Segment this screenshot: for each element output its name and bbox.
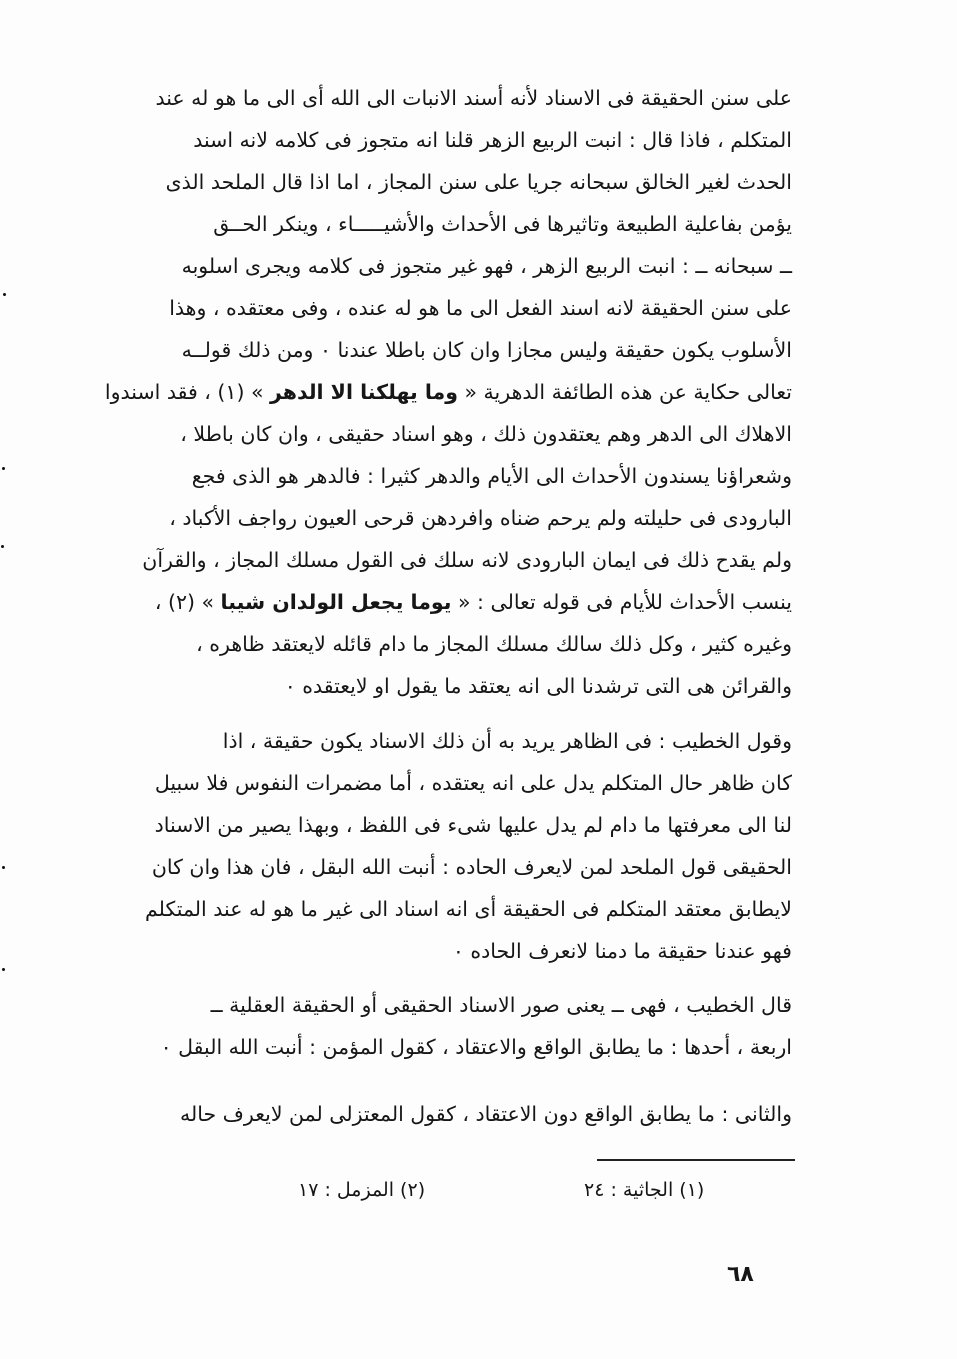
scan-speck (2, 467, 5, 470)
text-line: على سنن الحقيقة لانه اسند الفعل الى ما هو له عنده ، وفى معتقده ، وهذا (169, 296, 792, 320)
text-fragment: » (٢) ، (154, 590, 221, 614)
paragraph-1 (104, 77, 792, 707)
scan-speck (3, 293, 6, 296)
paragraph-4 (118, 1093, 792, 1135)
scan-speck (2, 968, 5, 971)
text-line: والثانى : ما يطابق الواقع دون الاعتقاد ، كقول المعتزلى لمن لايعرف حاله (180, 1102, 792, 1126)
text-line: فهو عندنا حقيقة ما دمنا لانعرف الحاده ٠ (452, 939, 792, 963)
text-line: البارودى فى حليلته ولم يرحم ضناه وافردهن قرحى العيون رواجف الأكباد ، (169, 506, 792, 530)
text-line: الأسلوب يكون حقيقة وليس مجازا وان كان باطلا عندنا ٠ ومن ذلك قولــه (181, 338, 792, 362)
text-line: والقرائن هى التى ترشدنا الى انه يعتقد ما يقول او لايعتقده ٠ (284, 674, 792, 698)
text-line: الحقيقى قول الملحد لمن لايعرف الحاده : أنبت الله البقل ، فان هذا وان كان (151, 855, 792, 879)
paragraph-3 (118, 984, 792, 1068)
text-line-with-quote (118, 581, 792, 623)
quran-quote: يوما يجعل الولدان شيبا (220, 590, 452, 614)
scan-speck (2, 866, 5, 869)
text-fragment: ينسب الأحداث للأيام فى قوله تعالى : « (451, 590, 792, 614)
scan-speck (1, 545, 4, 548)
text-fragment: » (١) ، فقد اسندوا (104, 380, 271, 404)
text-line: وقول الخطيب : فى الظاهر يريد به أن ذلك الاسناد يكون حقيقة ، اذا (222, 729, 792, 753)
text-line: ولم يقدح ذلك فى ايمان البارودى لانه سلك فى القول مسلك المجاز ، والقرآن (142, 548, 792, 572)
text-line: الحدث لغير الخالق سبحانه جريا على سنن المجاز ، اما اذا قال الملحد الذى (165, 170, 792, 194)
text-line: الاهلاك الى الدهر وهم يعتقدون ذلك ، وهو اسناد حقيقى ، وان كان باطلا ، (180, 422, 792, 446)
text-line: قال الخطيب ، فهى ــ يعنى صور الاسناد الحقيقى أو الحقيقة العقلية ــ (210, 993, 792, 1017)
text-line: كان ظاهر حال المتكلم يدل على انه يعتقده ، أما مضمرات النفوس فلا سبيل (154, 771, 792, 795)
text-line: يؤمن بفاعلية الطبيعة وتاثيرها فى الأحداث والأشيـــــاء ، وينكر الحــق (213, 212, 792, 236)
text-line: اربعة ، أحدها : ما يطابق الواقع والاعتقاد ، كقول المؤمن : أنبت الله البقل ٠ (160, 1035, 792, 1059)
text-line: لنا الى معرفتها ما دام لم يدل عليها شىء فى اللفظ ، وبهذا يصير من الاسناد (154, 813, 792, 837)
text-line: لايطابق معتقد المتكلم فى الحقيقة أى انه اسناد الى غير ما هو له عند المتكلم (145, 897, 792, 921)
text-fragment: تعالى حكاية عن هذه الطائفة الدهرية « (457, 380, 792, 404)
paragraph-2 (118, 720, 792, 972)
text-line-with-quote (104, 371, 792, 413)
footnote-divider (597, 1159, 795, 1161)
text-line: وغيره كثير ، وكل ذلك سالك مسلك المجاز ما دام قائله لايعتقد ظاهره ، (196, 632, 792, 656)
text-line: المتكلم ، فاذا قال : انبت الربيع الزهر قلنا انه متجوز فى كلامه لانه اسند (193, 128, 792, 152)
text-line: وشعراؤنا يسندون الأحداث الى الأيام والدهر كثيرا : فالدهر هو الذى فجع (191, 464, 792, 488)
footnote-1: (١) الجاثية : ٢٤ (584, 1179, 705, 1201)
text-line: ــ سبحانه ــ : انبت الربيع الزهر ، فهو غير متجوز فى كلامه ويجرى اسلوبه (181, 254, 792, 278)
text-line: على سنن الحقيقة فى الاسناد لأنه أسند الانبات الى الله أى الى ما هو له عند (155, 86, 792, 110)
footnote-2: (٢) المزمل : ١٧ (298, 1179, 426, 1201)
quran-quote: وما يهلكنا الا الدهر (270, 380, 458, 404)
page-number: ٦٨ (727, 1262, 754, 1287)
